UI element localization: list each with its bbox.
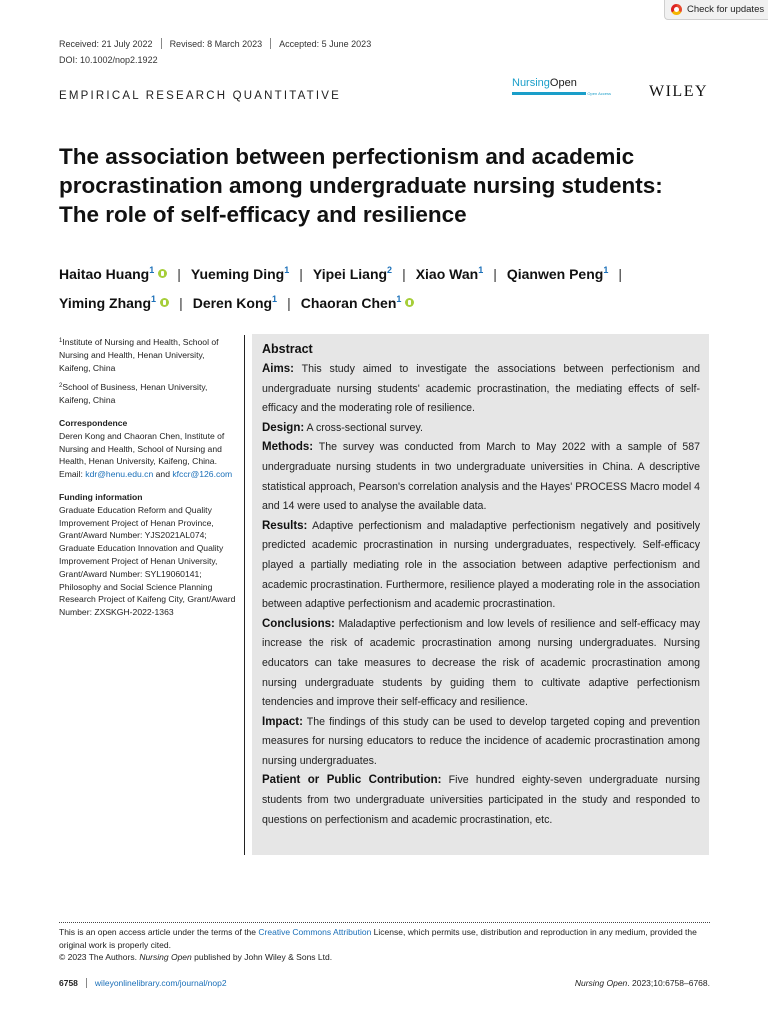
journal-url-link[interactable]: wileyonlinelibrary.com/journal/nop2 [94, 978, 227, 988]
date-divider [270, 38, 271, 49]
author-name: Xiao Wan [415, 266, 479, 282]
article-sidebar [59, 335, 237, 629]
author[interactable] [59, 266, 167, 282]
author-affiliation: 1 [396, 294, 402, 304]
author-name: Yipei Liang [312, 266, 388, 282]
abstract-conclusions: Conclusions: Maladaptive perfectionism and low levels of resilience and self-efficacy may increase the risk of academic procrastination among nursing undergraduates. Nursing educators can take measures to decrease the risk of academic procrastination among nursing undergraduate students by guiding them to cultivate adaptive perfectionism tendencies and improve their self-efficacy and resilience. [262, 617, 700, 709]
author-affiliation: 1 [151, 294, 157, 304]
abstract-results: Results: Adaptive perfectionism and maladaptive perfectionism negatively and positively predicted academic procrastination in nursing undergraduates, respectively. Self-efficacy played a partially mediating role in the association between adaptive perfectionism and academic procrastination. Furthermore, resilience played a moderating role in the association between adaptive perfectionism and academic procrastination. [262, 519, 701, 611]
section-label: EMPIRICAL RESEARCH QUANTITATIVE [59, 90, 342, 102]
abstract-patient-contribution: Patient or Public Contribution: Five hundred eighty-seven undergraduate nursing students from two undergraduate universities participated in the study and responded to questions on perfectionism and academic procrastination, etc. [262, 774, 700, 826]
journal-logo-bar [512, 92, 612, 95]
author-separator: | [177, 266, 181, 282]
author-name: Haitao Huang [59, 266, 150, 282]
abstract-heading: Abstract [262, 342, 313, 356]
check-for-updates-button[interactable] [664, 0, 768, 20]
author[interactable] [416, 266, 484, 282]
funding-heading: Funding information [59, 491, 143, 502]
author-affiliation: 2 [387, 265, 393, 275]
crossmark-icon [671, 4, 682, 15]
author-separator: | [179, 295, 183, 311]
article-title: The association between perfectionism and academic procrastination among undergraduate nursing students: The role of self-efficacy and resilience [59, 144, 663, 227]
author[interactable] [193, 295, 277, 311]
journal-logo [512, 77, 612, 95]
cc-license-link[interactable]: Creative Commons Attribution [258, 927, 372, 937]
author-affiliation: 1 [284, 265, 290, 275]
revised-date: Revised: 8 March 2023 [169, 38, 263, 49]
author[interactable] [301, 295, 415, 311]
affiliation-2: $^2$School of Business, Henan University, Kaifeng, China [59, 382, 208, 406]
abstract-impact: Impact: The findings of this study can be used to develop targeted coping and prevention measures for nursing educators to reduce the incidence of academic procrastination among nursing undergraduates. [262, 715, 700, 767]
copyright-text: © 2023 The Authors. Nursing Open published by John Wiley & Sons Ltd. [59, 952, 333, 962]
email-link-2[interactable]: kfccr@126.com [172, 469, 233, 480]
author[interactable] [191, 266, 289, 282]
abstract-design: Design: A cross-sectional survey. [262, 421, 423, 434]
author-name: Qianwen Peng [506, 266, 604, 282]
author-list [59, 258, 709, 316]
funding-information [59, 491, 237, 619]
orcid-icon[interactable] [158, 269, 167, 278]
correspondence [59, 417, 237, 481]
footer-rule [59, 922, 710, 923]
footer-divider [86, 978, 87, 988]
correspondence-body: Deren Kong and Chaoran Chen, Institute of Nursing and Health, School of Nursing and Health, Henan University, Kaifeng, China. [59, 430, 225, 467]
author-name: Deren Kong [192, 295, 273, 311]
abstract-box [252, 334, 709, 855]
abstract-aims: Aims: This study aimed to investigate the associations between perfectionism and undergraduate nursing students' academic procrastination, the mediating effects of self-efficacy and the moderating role of resilience. [262, 363, 700, 415]
author-separator: | [299, 266, 303, 282]
author-affiliation: 1 [603, 265, 609, 275]
author-affiliation: 1 [272, 294, 278, 304]
license-text: This is an open access article under the terms of the Creative Commons Attribution License, which permits use, distribution and reproduction in any medium, provided the original work is properly cited. [59, 927, 697, 950]
check-for-updates-label: Check for updates [687, 4, 765, 15]
license-notice [59, 926, 710, 964]
journal-name: NursingOpen [512, 77, 577, 89]
author-name: Yiming Zhang [59, 295, 152, 311]
author-separator: | [618, 266, 622, 282]
author-separator: | [402, 266, 406, 282]
author-affiliation: 1 [149, 265, 155, 275]
page-number: 6758 [59, 978, 78, 988]
correspondence-email: Email: kdr@henu.edu.cn and kfccr@126.com [59, 469, 233, 480]
email-link-1[interactable]: kdr@henu.edu.cn [85, 469, 154, 480]
sidebar-divider [244, 335, 245, 855]
publisher-logo: WILEY [649, 83, 709, 100]
author[interactable] [313, 266, 392, 282]
abstract-methods: Methods: The survey was conducted from March to May 2022 with a sample of 587 undergraduate nursing students in two undergraduate universities in China. A descriptive statistical approach, Pearson's correlation analysis and the Hayes' PROCESS Macro model 4 and 14 were used to analyse the available data. [262, 441, 701, 513]
author-separator: | [287, 295, 291, 311]
author-separator: | [493, 266, 497, 282]
affiliation-1: $^1$Institute of Nursing and Health, School of Nursing and Health, Henan University, Kaifeng, China [59, 337, 219, 373]
orcid-icon[interactable] [160, 298, 169, 307]
article-dates [59, 38, 371, 49]
author-name: Yueming Ding [190, 266, 285, 282]
author-name: Chaoran Chen [300, 295, 397, 311]
citation: Nursing Open. 2023;10:6758–6768. [574, 978, 710, 988]
date-divider [161, 38, 162, 49]
page-footer [59, 978, 710, 988]
received-date: Received: 21 July 2022 [59, 38, 153, 49]
orcid-icon[interactable] [405, 298, 414, 307]
author[interactable] [507, 266, 608, 282]
author-affiliation: 1 [478, 265, 484, 275]
funding-body: Graduate Education Reform and Quality Improvement Project of Henan Province, Grant/Award Number: YJS2021AL074; Graduate Education Innovation and Quality Improvement Project of Henan University, Grant/Award Number: SYL19060141; Philosophy and Social Science Planning Research Project of Kaifeng City, Grant/Award Number: ZXSKGH-2022-1363 [59, 504, 236, 618]
author[interactable] [59, 295, 169, 311]
open-access-label: Open Access [587, 91, 611, 96]
correspondence-heading: Correspondence [59, 417, 128, 428]
accepted-date: Accepted: 5 June 2023 [279, 38, 372, 49]
doi: DOI: 10.1002/nop2.1922 [59, 55, 158, 65]
